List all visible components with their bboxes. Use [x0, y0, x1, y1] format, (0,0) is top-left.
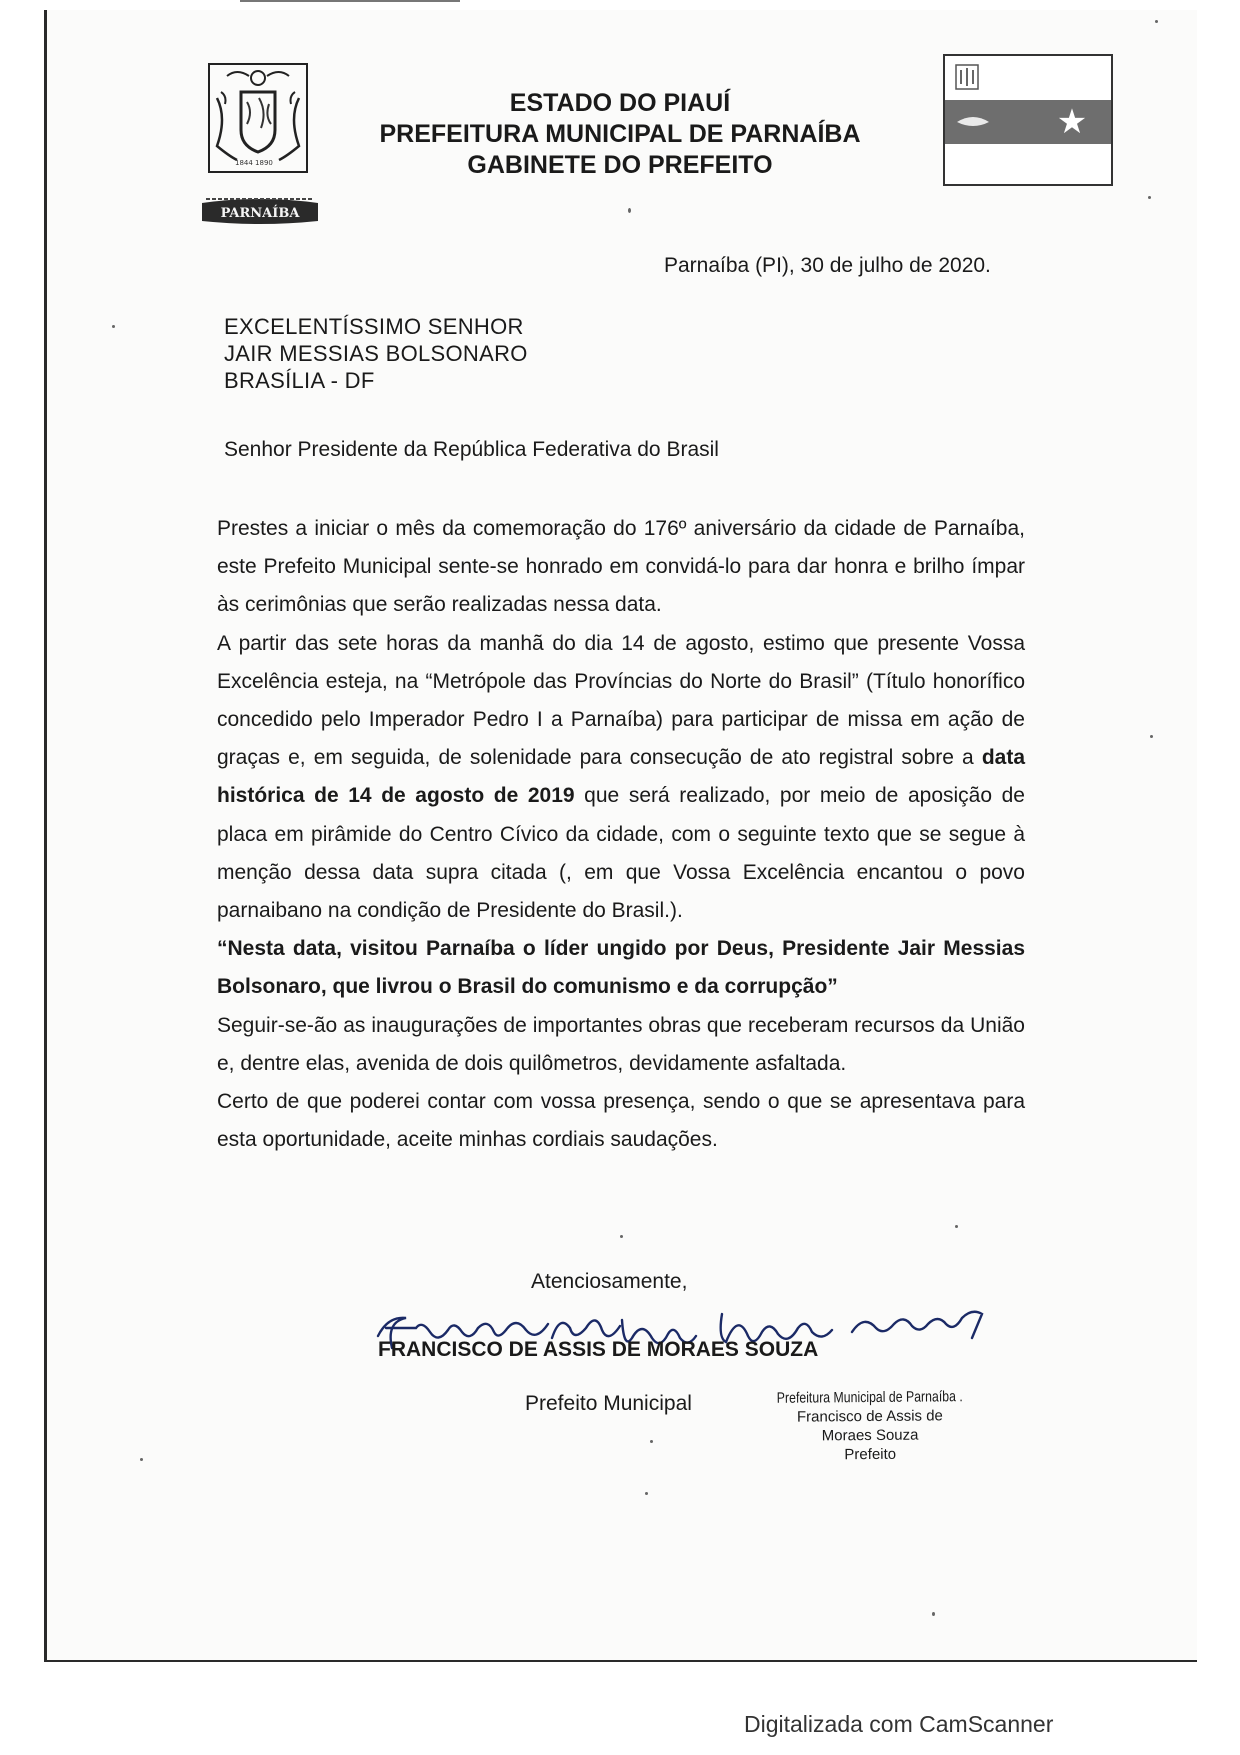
- parnaiba-flag-icon: [943, 54, 1113, 186]
- body-paragraph-3: Seguir-se-ão as inaugurações de importantes obras que receberam recursos da União e, dentre elas, avenida de dois quilômetros, devidamente asfaltada.: [217, 1013, 1025, 1075]
- letterhead-state: ESTADO DO PIAUÍ: [509, 89, 731, 117]
- body-paragraph-2-start: A partir das sete horas da manhã do dia 14 de agosto, estimo que presente Vossa Excelência esteja, na “Metrópole das Províncias do Norte do Brasil” (Título honorífico concedido pelo Imperador Pedro I a Parnaíba) para participar de missa em ação de graças e, em seguida, de solenidade para consecução de ato registral sobre a: [217, 631, 1025, 770]
- recipient-block: [224, 313, 528, 394]
- scan-speck: [628, 208, 631, 213]
- recipient-title: EXCELENTÍSSIMO SENHOR: [224, 314, 524, 339]
- stamp-name-2: Moraes Souza: [821, 1426, 919, 1445]
- body-paragraph-1: Prestes a iniciar o mês da comemoração do 176º aniversário da cidade de Parnaíba, este Prefeito Municipal sente-se honrado em convidá-lo para dar honra e brilho ímpar às cerimônias que serão realizadas nessa data.: [217, 517, 1025, 617]
- letter-date: Parnaíba (PI), 30 de julho de 2020.: [664, 254, 991, 277]
- svg-text:1844 1890: 1844 1890: [235, 159, 273, 167]
- stamp-name-1: Francisco de Assis de: [796, 1407, 943, 1426]
- plaque-quote: “Nesta data, visitou Parnaíba o líder ungido por Deus, Presidente Jair Messias Bolsonaro, que livrou o Brasil do comunismo e da corrupção”: [217, 937, 1025, 999]
- scan-speck: [112, 325, 115, 328]
- letterhead-office: GABINETE DO PREFEITO: [467, 151, 773, 179]
- recipient-name: JAIR MESSIAS BOLSONARO: [224, 341, 528, 366]
- letterhead: [340, 88, 900, 181]
- letterhead-municipality: PREFEITURA MUNICIPAL DE PARNAÍBA: [379, 120, 861, 148]
- closing: Atenciosamente,: [531, 1270, 688, 1293]
- signer-name: FRANCISCO DE ASSIS DE MORAES SOUZA: [378, 1338, 819, 1361]
- scan-speck: [140, 1458, 143, 1461]
- official-stamp: [755, 1387, 986, 1465]
- salutation: Senhor Presidente da República Federativa do Brasil: [224, 438, 719, 461]
- scan-speck: [1155, 20, 1158, 23]
- banner-text: PARNAÍBA: [220, 206, 300, 221]
- historic-date-emphasis: data histórica de 14 de agosto de 2019: [217, 746, 1025, 808]
- scan-speck: [955, 1225, 958, 1228]
- stamp-role: Prefeito: [844, 1445, 897, 1464]
- scan-speck: [1150, 735, 1153, 738]
- body-paragraph-4: Certo de que poderei contar com vossa presença, sendo o que se apresentava para esta oportunidade, aceite minhas cordiais saudações.: [217, 1090, 1025, 1152]
- body-paragraph-2: [217, 625, 1025, 931]
- flag-band: [945, 100, 1111, 144]
- scan-speck: [932, 1612, 935, 1616]
- top-edge-line: [240, 0, 460, 2]
- scan-speck: [620, 1235, 623, 1238]
- scan-speck: [1148, 196, 1151, 199]
- letter-body: [217, 510, 1025, 1159]
- scan-speck: [645, 1492, 648, 1495]
- signer-title: Prefeito Municipal: [525, 1392, 692, 1415]
- star-icon: ★: [1056, 103, 1088, 141]
- coat-of-arms-icon: [207, 62, 309, 174]
- flag-band-emblem-icon: [955, 112, 991, 130]
- city-name-banner: [200, 197, 320, 225]
- scanner-watermark: Digitalizada com CamScanner: [744, 1711, 1054, 1737]
- stamp-institution: Prefeitura Municipal de Parnaíba .: [776, 1388, 963, 1407]
- recipient-location: BRASÍLIA - DF: [224, 368, 375, 393]
- body-paragraph-2-end: que será realizado, por meio de aposição de placa em pirâmide do Centro Cívico da cidade, com o seguinte texto que se segue à menção dessa data supra citada (, em que Vossa Excelência encantou o povo parnaibano na condição de Presidente do Brasil.).: [217, 784, 1025, 923]
- flag-emblem-icon: [955, 64, 979, 90]
- scan-speck: [650, 1440, 653, 1443]
